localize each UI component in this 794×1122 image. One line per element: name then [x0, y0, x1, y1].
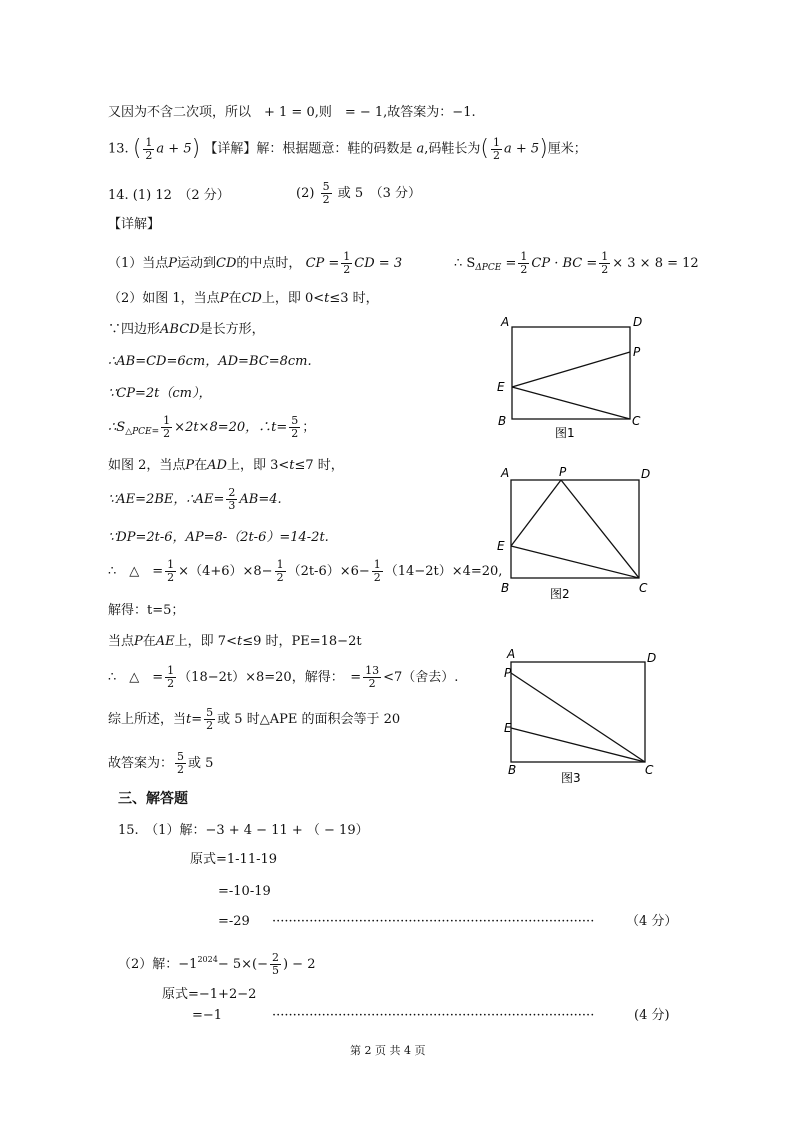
q15-1-step1: 原式=1-11-19: [190, 852, 278, 867]
ae-line: ∵AE=2BE，∴AE= $\frac{2}{3}$ AB=4.: [108, 486, 282, 512]
q15-1-dots: ··············································································: [272, 914, 595, 929]
fig2-label-a: A: [501, 466, 510, 480]
q15-2-line: （2）解：$-1^{2024}- 5\times(-$ $\frac{2}{5}$ ) − 2: [118, 951, 316, 977]
fig3-label-p: P: [504, 666, 512, 680]
page-footer: 第 2 页 共 4 页: [350, 1044, 426, 1057]
fig1-label-e: E: [497, 380, 505, 394]
fig3-pc: [511, 673, 645, 762]
fig3-label-c: C: [645, 763, 654, 777]
fig2-caption: 图2: [550, 587, 570, 601]
fig1-ec: [512, 387, 630, 419]
q13-frac: $\frac{1}{2}$: [145, 135, 153, 162]
fig2-rect: [511, 480, 639, 578]
fig2-pc: [561, 480, 639, 578]
fig1-label-a: A: [501, 315, 510, 329]
q15-1-score: （4 分）: [626, 914, 678, 929]
fig3-area-line: ∴ △ = $\frac{1}{2}$ （18−2t）×8=20，解得： = $\frac{13}{2}$ <7（舍去）.: [108, 664, 459, 690]
fig3-caption: 图3: [561, 771, 581, 785]
q15-2-score: (4 分): [634, 1008, 670, 1023]
fig1-label-p: P: [633, 345, 641, 359]
fig3-label-b: B: [508, 763, 517, 777]
summary-line: 综上所述，当t= $\frac{5}{2}$ 或 5 时△APE 的面积会等于 20: [108, 706, 401, 732]
fig3-label-e: E: [504, 721, 512, 735]
q15-2-step1: 原式=−1+2−2: [162, 987, 257, 1002]
ab-line: ∴AB=CD=6cm，AD=BC=8cm.: [108, 354, 312, 369]
figure-3: [495, 646, 665, 786]
fig3-intro: 当点P在AE上，即 7<t≤9 时，PE=18−2t: [108, 634, 362, 649]
dp-line: ∵DP=2t-6，AP=8-（2t-6）=14-2t.: [108, 530, 329, 545]
fig2-label-d: D: [641, 467, 651, 481]
fig1-caption: 图1: [555, 426, 575, 440]
figure-1: [495, 312, 655, 444]
q14-part2: (2) $\frac{5}{2}$ 或 5 （3 分）: [296, 180, 422, 206]
part1-line: （1）当点P运动到CD的中点时， CP = $\frac{1}{2}$ CD = 3: [108, 250, 403, 276]
fig2-label-p: P: [559, 465, 567, 479]
fig3-ec: [511, 728, 645, 762]
fig2-ec: [511, 546, 639, 578]
rect-line: ∵四边形ABCD是长方形，: [108, 322, 265, 337]
fig3-rect: [511, 662, 645, 762]
fig2-label-b: B: [501, 581, 510, 595]
part1-area: ∴ $S_{\Delta PCE}$ = $\frac{1}{2}$ CP · BC = $\frac{1}{2}$ × 3 × 8 = 12: [454, 250, 699, 276]
fig3-label-a: A: [507, 647, 516, 661]
q15-1-step2: =-10-19: [218, 884, 271, 899]
q13-line: 13. ( $\frac{1}{2}$ a + 5) 【详解】解：根据题意：鞋的码数是 a,码鞋长为( $\frac{1}{2}$ a + 5)厘米；: [108, 135, 587, 162]
q15-2-dots: ··············································································: [272, 1008, 595, 1023]
section-3-heading: 三、解答题: [118, 791, 188, 807]
fig1-rect: [512, 327, 630, 419]
fig1-label-b: B: [498, 414, 507, 428]
fig3-label-d: D: [647, 651, 657, 665]
fig2-intro: 如图 2，当点P在AD上，即 3<t≤7 时，: [108, 458, 344, 473]
fig1-ep: [512, 352, 630, 387]
cp-line: ∵CP=2t（cm），: [108, 386, 212, 401]
solve1-line: 解得：t=5；: [108, 603, 185, 618]
detail-heading: 【详解】: [108, 217, 161, 232]
figure-2: [495, 462, 660, 602]
q14-line: 14. (1) 12 （2 分）: [108, 188, 230, 203]
area-big-line: ∴ △ = $\frac{1}{2}$ ×（4+6）×8− $\frac{1}{2}$ （2t-6）×6− $\frac{1}{2}$ （14−2t）×4=20,: [108, 558, 503, 584]
q15-1-step3: =-29: [218, 914, 250, 929]
fig1-label-d: D: [633, 315, 643, 329]
fig2-ep: [511, 480, 561, 546]
q15-1-line: 15. （1）解：−3 + 4 − 11 + （ − 19）: [118, 823, 369, 838]
q15-2-step2: =−1: [192, 1008, 223, 1023]
q13-number: 13.: [108, 141, 129, 157]
s1-line: $\therefore S_{\triangle PCE=}$ $\frac{1}{2}$ ×2t×8=20，∴t= $\frac{5}{2}$ ；: [108, 414, 316, 440]
fig2-label-c: C: [639, 581, 648, 595]
part2-line: （2）如图 1，当点P在CD上，即 0<t≤3 时，: [108, 291, 379, 306]
answer-12-line: 又因为不含二次项，所以 + 1 = 0,则 = − 1,故答案为：−1.: [108, 105, 476, 120]
final-answer-line: 故答案为： $\frac{5}{2}$ 或 5: [108, 750, 214, 776]
fig2-label-e: E: [497, 539, 505, 553]
fig1-label-c: C: [632, 414, 641, 428]
